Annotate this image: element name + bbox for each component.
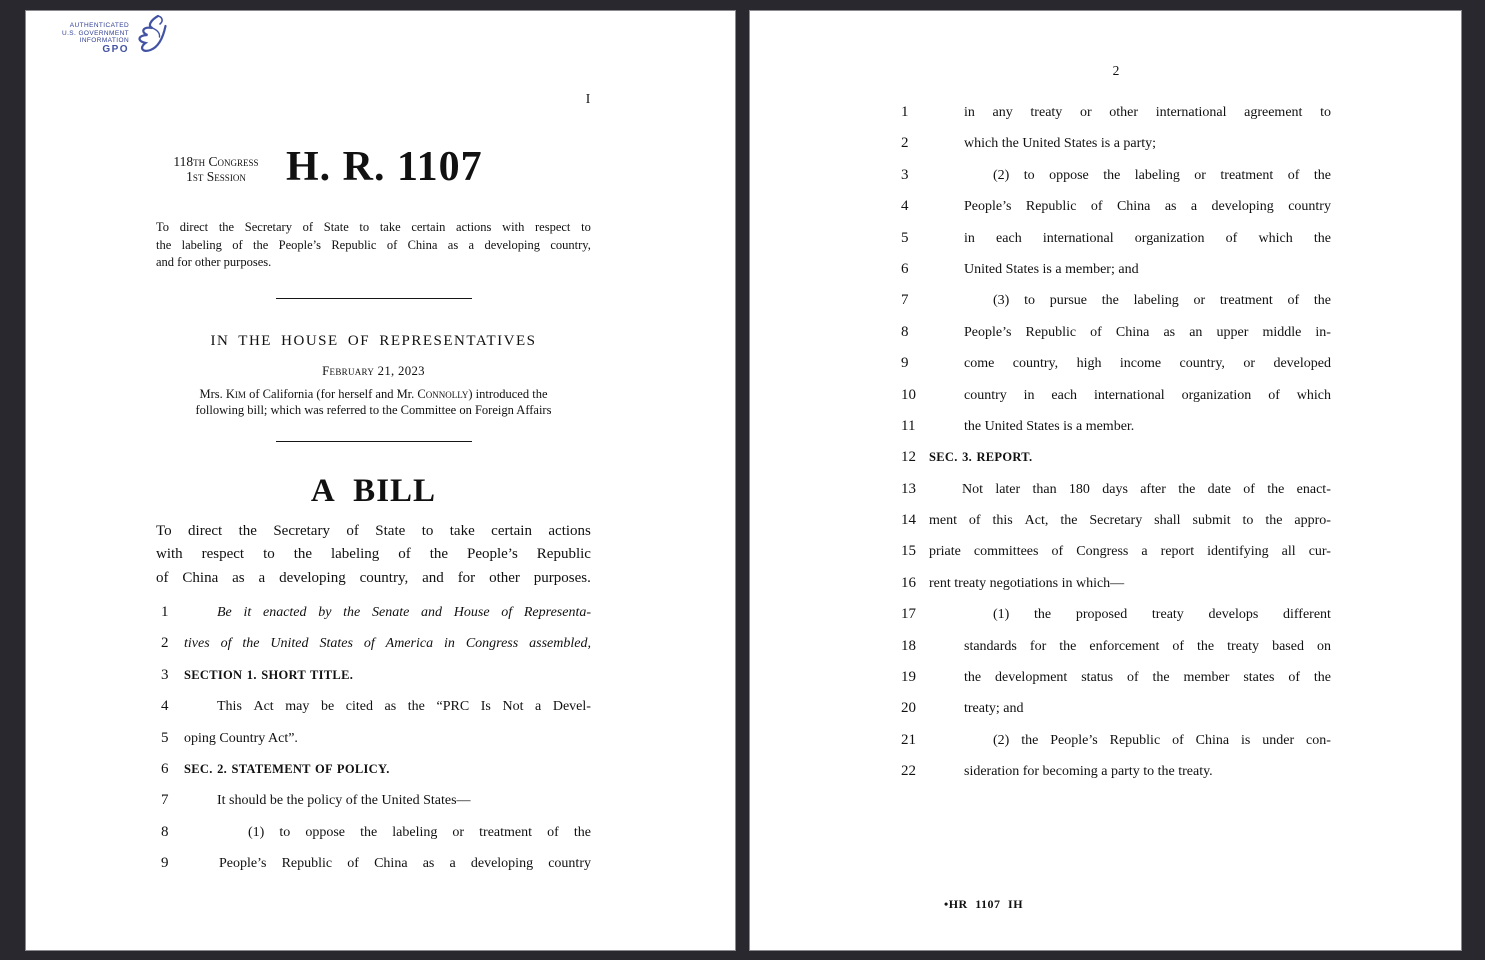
line-text: SECTION 1. SHORT TITLE.	[184, 667, 354, 682]
bill-text-line	[901, 568, 1331, 599]
line-text: (2) the People’s Republic of China is under con-	[993, 732, 1331, 748]
long-title-line: the labeling of the People’s Republic of China as a developing country,	[156, 237, 591, 252]
line-number: 18	[901, 637, 916, 654]
bill-long-title	[156, 219, 591, 272]
separator-rule	[276, 441, 472, 442]
page2-body-text	[901, 97, 1331, 788]
line-text: sideration for becoming a party to the treaty.	[964, 764, 1213, 780]
line-text: Not later than 180 days after the date of the enact-	[962, 481, 1331, 497]
line-text: priate committees of Congress a report identifying all cur-	[929, 544, 1331, 560]
line-text: United States is a member; and	[964, 261, 1139, 277]
page-number: 2	[1112, 63, 1120, 78]
bill-text-line	[901, 128, 1331, 159]
bill-heading: A BILL	[310, 473, 437, 509]
sponsor-line-1	[146, 386, 601, 402]
bill-text-line	[901, 662, 1331, 693]
bill-text-line	[901, 97, 1331, 128]
gpo-auth-line2: U.S. GOVERNMENT	[62, 29, 130, 37]
line-text: standards for the enforcement of the treaty based on	[964, 638, 1331, 654]
line-text: (1) to oppose the labeling or treatment of the	[248, 824, 591, 840]
sponsor-paragraph	[146, 386, 601, 419]
preamble-line: with respect to the labeling of the People’s Republic	[156, 546, 591, 563]
sponsor-name: Kim	[225, 387, 246, 401]
line-number: 15	[901, 543, 916, 560]
line-text: (1) the proposed treaty develops different	[993, 607, 1331, 623]
bill-text-line	[901, 474, 1331, 505]
line-text: tives of the United States of America in Congress assembled,	[184, 636, 591, 652]
line-number: 1	[161, 604, 169, 620]
gpo-eagle-icon	[131, 13, 169, 61]
line-number: 12	[901, 449, 916, 466]
line-number: 10	[901, 386, 916, 403]
line-number: 6	[901, 260, 909, 277]
gpo-authentication-text	[62, 13, 129, 53]
bill-preamble	[156, 520, 591, 590]
line-number: 21	[901, 731, 916, 748]
line-text: in any treaty or other international agreement to	[964, 105, 1331, 120]
line-number: 20	[901, 700, 916, 717]
bill-text-line	[901, 191, 1331, 222]
bill-text-line	[901, 223, 1331, 254]
line-number: 13	[901, 480, 916, 497]
line-text: ment of this Act, the Secretary shall submit to the appro-	[929, 513, 1331, 529]
long-title-line: and for other purposes.	[156, 255, 272, 270]
bill-text-line	[901, 442, 1331, 473]
line-text: Be it enacted by the Senate and House of Representa-	[217, 605, 591, 620]
line-text: come country, high income country, or developed	[964, 356, 1331, 372]
bill-version-mark: I	[585, 91, 591, 106]
cosponsor-name: Connolly	[417, 387, 469, 401]
gpo-agency-label: GPO	[102, 43, 130, 55]
long-title-line: To direct the Secretary of State to take certain actions with respect to	[156, 220, 591, 234]
bill-text-line	[901, 411, 1331, 442]
bill-text-line	[901, 631, 1331, 662]
bill-text-line	[901, 254, 1331, 285]
bill-text-line	[161, 785, 591, 816]
bill-text-line	[901, 160, 1331, 191]
bill-footer-identifier: •HR 1107 IH	[944, 897, 1024, 911]
congress-label: 118th Congress	[173, 154, 259, 169]
bill-text-line	[161, 628, 591, 659]
bill-text-line	[901, 317, 1331, 348]
line-number: 6	[161, 760, 169, 777]
bill-text-line	[901, 285, 1331, 316]
line-text: People’s Republic of China as a developing country	[219, 856, 591, 872]
line-text: treaty; and	[964, 701, 1024, 717]
line-text: in each international organization of which the	[964, 230, 1331, 246]
line-text: country in each international organization of which	[964, 387, 1331, 403]
bill-page-1	[25, 10, 736, 951]
line-number: 14	[901, 512, 916, 529]
congress-session-block	[154, 154, 278, 184]
separator-rule	[276, 298, 472, 299]
line-number: 5	[901, 229, 909, 246]
line-number: 9	[901, 355, 909, 372]
page1-body-text	[161, 597, 591, 880]
introduction-date: February 21, 2023	[322, 364, 425, 378]
line-text: oping Country Act”.	[184, 730, 298, 746]
bill-text-line	[161, 723, 591, 754]
bill-text-line	[161, 691, 591, 722]
line-number: 4	[901, 198, 909, 215]
gpo-auth-line3: INFORMATION	[79, 37, 130, 44]
gpo-authentication-logo	[62, 13, 169, 61]
chamber-heading: IN THE HOUSE OF REPRESENTATIVES	[210, 333, 537, 349]
line-text: SEC. 2. STATEMENT OF POLICY.	[184, 761, 390, 776]
line-number: 11	[901, 417, 916, 434]
line-number: 7	[901, 292, 909, 309]
bill-text-line	[901, 380, 1331, 411]
preamble-line: To direct the Secretary of State to take certain actions	[156, 523, 591, 539]
bill-text-line	[161, 817, 591, 848]
line-number: 3	[161, 666, 169, 683]
line-text: SEC. 3. REPORT.	[929, 450, 1033, 465]
line-number: 8	[901, 323, 909, 340]
sponsor-text: Mrs.	[199, 387, 226, 401]
line-text: It should be the policy of the United States—	[217, 793, 471, 809]
line-text: People’s Republic of China as an upper middle in-	[964, 324, 1331, 340]
line-text: (2) to oppose the labeling or treatment of the	[993, 167, 1331, 183]
line-number: 5	[161, 729, 169, 746]
session-label: 1st Session	[186, 169, 246, 184]
line-text: which the United States is a party;	[964, 136, 1157, 152]
bill-text-line	[161, 660, 591, 691]
bill-text-line	[901, 693, 1331, 724]
bill-text-line	[901, 505, 1331, 536]
bill-page-2	[749, 10, 1462, 951]
line-text: the United States is a member.	[964, 418, 1135, 434]
line-text: This Act may be cited as the “PRC Is Not a Devel-	[217, 699, 591, 715]
bill-text-line	[901, 599, 1331, 630]
bill-text-line	[901, 536, 1331, 567]
line-number: 7	[161, 792, 169, 809]
sponsor-text: of California (for herself and Mr.	[245, 387, 418, 401]
line-number: 3	[901, 166, 909, 183]
line-number: 4	[161, 698, 169, 715]
bill-text-line	[901, 725, 1331, 756]
line-number: 2	[901, 135, 909, 152]
sponsor-text: ) introduced the	[468, 387, 548, 401]
line-text: (3) to pursue the labeling or treatment of the	[993, 293, 1331, 309]
line-text: People’s Republic of China as a developing country	[964, 199, 1331, 215]
line-number: 8	[161, 823, 169, 840]
line-number: 1	[901, 104, 909, 120]
line-text: the development status of the member states of the	[964, 670, 1331, 686]
bill-text-line	[161, 848, 591, 879]
line-text: rent treaty negotiations in which—	[929, 575, 1125, 591]
line-number: 9	[161, 855, 169, 872]
bill-text-line	[901, 756, 1331, 787]
bill-text-line	[161, 597, 591, 628]
bill-text-line	[901, 348, 1331, 379]
gpo-auth-line1: AUTHENTICATED	[69, 22, 130, 29]
line-number: 22	[901, 763, 916, 780]
line-number: 17	[901, 606, 916, 623]
sponsor-line-2: following bill; which was referred to the Committee on Foreign Affairs	[195, 403, 552, 418]
bill-text-line	[161, 754, 591, 785]
line-number: 2	[161, 635, 169, 652]
preamble-line: of China as a developing country, and for other purposes.	[156, 569, 591, 586]
line-number: 19	[901, 669, 916, 686]
bill-number: H. R. 1107	[286, 144, 483, 190]
line-number: 16	[901, 574, 916, 591]
